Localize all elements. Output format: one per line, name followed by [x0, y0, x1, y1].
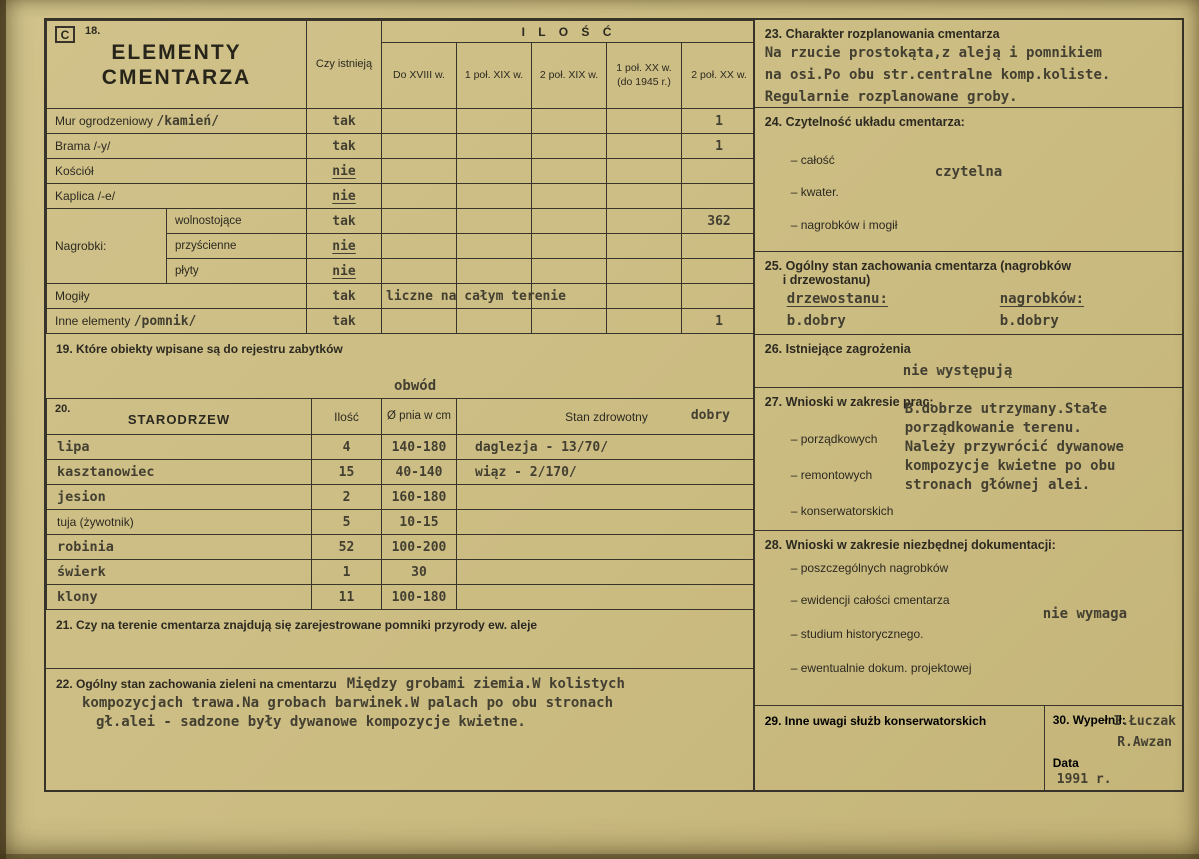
row-label-text: Mur ogrodzeniowy	[55, 113, 154, 128]
section-27	[755, 388, 1182, 532]
empty-cell	[457, 184, 532, 209]
exists-value: tak	[307, 209, 382, 234]
typed-signature-2: R.Awzan	[1117, 735, 1172, 751]
empty-cell	[382, 184, 457, 209]
typed-dobry: dobry	[690, 408, 730, 423]
table-row-kosciol	[47, 159, 755, 184]
col-header-period-2: 2 poł. XIX w.	[532, 43, 607, 109]
empty-cell	[607, 259, 682, 284]
tree-count: 4	[312, 435, 382, 460]
empty-cell	[457, 209, 532, 234]
empty-cell	[532, 309, 607, 334]
empty-cell	[607, 159, 682, 184]
typed-line: Na rzucie prostokąta,z aleją i pomnikiem	[764, 45, 1102, 61]
empty-cell	[607, 234, 682, 259]
exists-value: nie	[307, 259, 382, 284]
exists-value: tak	[307, 309, 382, 334]
typed-note: /pomnik/	[133, 313, 197, 329]
tree-diameter: 30	[382, 560, 457, 585]
table-row-brama	[47, 134, 755, 159]
spanning-note-cell	[382, 284, 567, 309]
tree-note: wiąz - 2/170/	[457, 460, 755, 485]
empty-cell	[457, 109, 532, 134]
typed-line: gł.alei - sadzone były dywanowe kompozycje kwietne.	[96, 714, 526, 730]
empty-cell	[682, 284, 755, 309]
tree-row	[47, 585, 755, 610]
exists-value: nie	[307, 184, 382, 209]
table-row-kaplica	[47, 184, 755, 209]
sub-label: płyty	[167, 259, 307, 284]
left-panel	[46, 20, 755, 790]
tree-row	[47, 560, 755, 585]
empty-cell	[457, 309, 532, 334]
tree-name: jesion	[47, 485, 312, 510]
cemetery-form	[44, 18, 1184, 792]
empty-cell	[382, 259, 457, 284]
empty-cell	[532, 234, 607, 259]
exists-value: nie	[307, 159, 382, 184]
section-23	[755, 20, 1182, 108]
empty-cell	[457, 159, 532, 184]
tree-name: kasztanowiec	[47, 460, 312, 485]
date-label: Data	[1052, 756, 1079, 771]
empty-cell	[457, 234, 532, 259]
typed-header-nagrobkow: nagrobków:	[999, 290, 1085, 307]
tree-count: 5	[312, 510, 382, 535]
checklist-item: – porządkowych	[790, 431, 878, 446]
section-23-label: 23. Charakter rozplanowania cmentarza	[764, 27, 1000, 41]
group-label-nagrobki: Nagrobki:	[47, 209, 167, 284]
sub-label: wolnostojące	[167, 209, 307, 234]
checklist-item: – nagrobków i mogił	[790, 218, 898, 232]
empty-cell	[607, 309, 682, 334]
section-22	[46, 668, 753, 754]
typed-line: Należy przywrócić dywanowe	[904, 438, 1124, 455]
tree-count: 1	[312, 560, 382, 585]
count-cell: 1	[682, 309, 755, 334]
section-28-label: 28. Wnioski w zakresie niezbędnej dokumentacji:	[764, 538, 1056, 553]
tree-diameter: 40-140	[382, 460, 457, 485]
exists-value: tak	[307, 134, 382, 159]
tree-name: lipa	[47, 435, 312, 460]
checklist-item: – studium historycznego.	[790, 627, 924, 642]
empty-cell	[532, 184, 607, 209]
checklist-item: – ewentualnie dokum. projektowej	[790, 661, 972, 676]
tree-row	[47, 485, 755, 510]
empty-cell	[532, 209, 607, 234]
tree-note	[457, 560, 755, 585]
empty-cell	[457, 259, 532, 284]
empty-cell	[382, 134, 457, 159]
empty-cell	[457, 134, 532, 159]
starodrzew-title: STARODRZEW	[127, 412, 231, 427]
section-28	[755, 531, 1182, 706]
col-header-period-4: 2 poł. XX w.	[682, 43, 755, 109]
sub-label: przyścienne	[167, 234, 307, 259]
typed-line: na osi.Po obu str.centralne komp.koliste.	[764, 67, 1111, 83]
empty-cell	[682, 159, 755, 184]
section-27-label: 27. Wnioski w zakresie prac:	[764, 394, 934, 409]
section-24-label: 24. Czytelność układu cmentarza:	[764, 115, 965, 129]
section-30	[1045, 706, 1182, 790]
empty-cell	[607, 184, 682, 209]
right-panel	[755, 20, 1182, 790]
section-21-label: 21. Czy na terenie cmentarza znajdują się zarejestrowane pomniki przyrody ew. aleje	[56, 618, 538, 632]
tree-note	[457, 535, 755, 560]
section-30-label: 30. Wypełnił:	[1052, 713, 1126, 728]
col-header-stan-text: Stan zdrowotny	[565, 409, 648, 424]
tree-count: 11	[312, 585, 382, 610]
tree-row	[47, 535, 755, 560]
typed-value: nie występują	[902, 362, 1013, 379]
form-title-line2: CMENTARZA	[101, 65, 252, 89]
row-label	[47, 309, 307, 334]
count-cell: 1	[682, 109, 755, 134]
form-title-cell	[47, 21, 307, 109]
col-header-period-3: 1 poł. XX w. (do 1945 r.)	[607, 43, 682, 109]
tree-note	[457, 585, 755, 610]
empty-cell	[682, 184, 755, 209]
col-header-czy-istnieja: Czy istnieją	[307, 21, 382, 109]
section-24	[755, 108, 1182, 252]
item-20-number: 20.	[55, 403, 71, 415]
checklist-item: – ewidencji całości cmentarza	[790, 593, 950, 608]
typed-note: liczne na całym terenie	[386, 289, 567, 304]
col-header-period-0: Do XVIII w.	[382, 43, 457, 109]
cemetery-elements-table	[46, 20, 755, 334]
tree-diameter: 100-180	[382, 585, 457, 610]
tree-name: tuja (żywotnik)	[47, 510, 312, 535]
empty-cell	[607, 109, 682, 134]
col-header-ilosc: I L O Ś Ć	[382, 21, 755, 43]
typed-date: 1991 r.	[1056, 772, 1112, 788]
section-25-label-line1: 25. Ogólny stan zachowania cmentarza (nagrobków	[764, 258, 1072, 273]
count-cell: 362	[682, 209, 755, 234]
empty-cell	[682, 259, 755, 284]
scan-edge-left	[0, 0, 6, 859]
exists-value: nie	[307, 234, 382, 259]
tree-count: 2	[312, 485, 382, 510]
tree-count: 52	[312, 535, 382, 560]
starodrzew-header-cell	[47, 399, 312, 435]
scan-edge-bottom	[0, 854, 1199, 859]
empty-cell	[532, 259, 607, 284]
typed-header-drzewostanu: drzewostanu:	[786, 290, 888, 307]
empty-cell	[607, 284, 682, 309]
row-label-text: Inne elementy	[55, 313, 131, 328]
row-label: Brama /-y/	[47, 134, 307, 159]
typed-value: b.dobry	[999, 312, 1059, 329]
tree-name: klony	[47, 585, 312, 610]
col-header-period-1: 1 poł. XIX w.	[457, 43, 532, 109]
tree-row	[47, 460, 755, 485]
section-29-30	[755, 706, 1182, 790]
empty-cell	[532, 134, 607, 159]
table-row-mogily	[47, 284, 755, 309]
section-26	[755, 335, 1182, 388]
typed-line: B.dobrze utrzymany.Stałe	[904, 400, 1108, 417]
checklist-item: – konserwatorskich	[790, 503, 894, 518]
tree-name: świerk	[47, 560, 312, 585]
col-header-ilosc: Ilość	[312, 399, 382, 435]
typed-line: porządkowanie terenu.	[904, 419, 1082, 436]
form-title-line1: ELEMENTY	[111, 41, 242, 64]
typed-line: stronach głównej alei.	[904, 476, 1091, 493]
form-title	[51, 41, 302, 91]
count-cell: 1	[682, 134, 755, 159]
empty-cell	[682, 234, 755, 259]
empty-cell	[382, 209, 457, 234]
table-row-nagrobki-wolnostojace	[47, 209, 755, 234]
tree-diameter: 160-180	[382, 485, 457, 510]
exists-value: tak	[307, 109, 382, 134]
section-19	[46, 334, 753, 398]
typed-value: b.dobry	[786, 312, 846, 329]
item-18-number: 18.	[85, 25, 101, 37]
row-label: Mogiły	[47, 284, 307, 309]
table-row-inne-elementy	[47, 309, 755, 334]
table-row-mur	[47, 109, 755, 134]
checklist-item: – całość	[790, 153, 835, 167]
tree-count: 15	[312, 460, 382, 485]
typed-line: kompozycjach trawa.Na grobach barwinek.W palach po obu stronach	[82, 695, 614, 711]
typed-signature-1: I.Łuczak	[1113, 714, 1176, 730]
row-label: Kaplica /-e/	[47, 184, 307, 209]
col-header-diameter: Ø pnia w cm	[382, 399, 457, 435]
section-25-label-line2: i drzewostanu)	[782, 272, 871, 287]
typed-czytelna: czytelna	[934, 164, 1003, 180]
tree-diameter: 10-15	[382, 510, 457, 535]
typed-obwod: obwód	[394, 378, 437, 394]
typed-value: nie wymaga	[1042, 606, 1128, 623]
tree-note	[457, 485, 755, 510]
checklist-item: – remontowych	[790, 467, 873, 482]
corner-letter-box: C	[55, 26, 75, 43]
row-label: Kościół	[47, 159, 307, 184]
empty-cell	[607, 209, 682, 234]
tree-row	[47, 435, 755, 460]
empty-cell	[382, 109, 457, 134]
row-label	[47, 109, 307, 134]
checklist-item: – poszczególnych nagrobków	[790, 561, 949, 576]
empty-cell	[607, 134, 682, 159]
tree-row	[47, 510, 755, 535]
section-19-label: 19. Które obiekty wpisane są do rejestru zabytków	[56, 342, 343, 356]
empty-cell	[382, 234, 457, 259]
empty-cell	[382, 309, 457, 334]
typed-line: Regularnie rozplanowane groby.	[764, 89, 1018, 105]
tree-diameter: 140-180	[382, 435, 457, 460]
empty-cell	[532, 109, 607, 134]
typed-block	[905, 400, 1124, 495]
tree-name: robinia	[47, 535, 312, 560]
tree-note: daglezja - 13/70/	[457, 435, 755, 460]
col-header-stan	[457, 399, 755, 435]
typed-line: Między grobami ziemia.W kolistych	[346, 676, 625, 692]
section-25	[755, 252, 1182, 335]
section-29-label: 29. Inne uwagi służb konserwatorskich	[755, 706, 1045, 790]
empty-cell	[532, 159, 607, 184]
checklist-item: – kwater.	[790, 185, 839, 199]
empty-cell	[382, 159, 457, 184]
tree-diameter: 100-200	[382, 535, 457, 560]
section-26-label: 26. Istniejące zagrożenia	[764, 341, 911, 356]
section-22-label: 22. Ogólny stan zachowania zieleni na cmentarzu	[56, 677, 337, 691]
exists-value: tak	[307, 284, 382, 309]
typed-note: /kamień/	[156, 113, 220, 129]
old-trees-table	[46, 398, 755, 610]
tree-note	[457, 510, 755, 535]
typed-line: kompozycje kwietne po obu	[904, 457, 1116, 474]
